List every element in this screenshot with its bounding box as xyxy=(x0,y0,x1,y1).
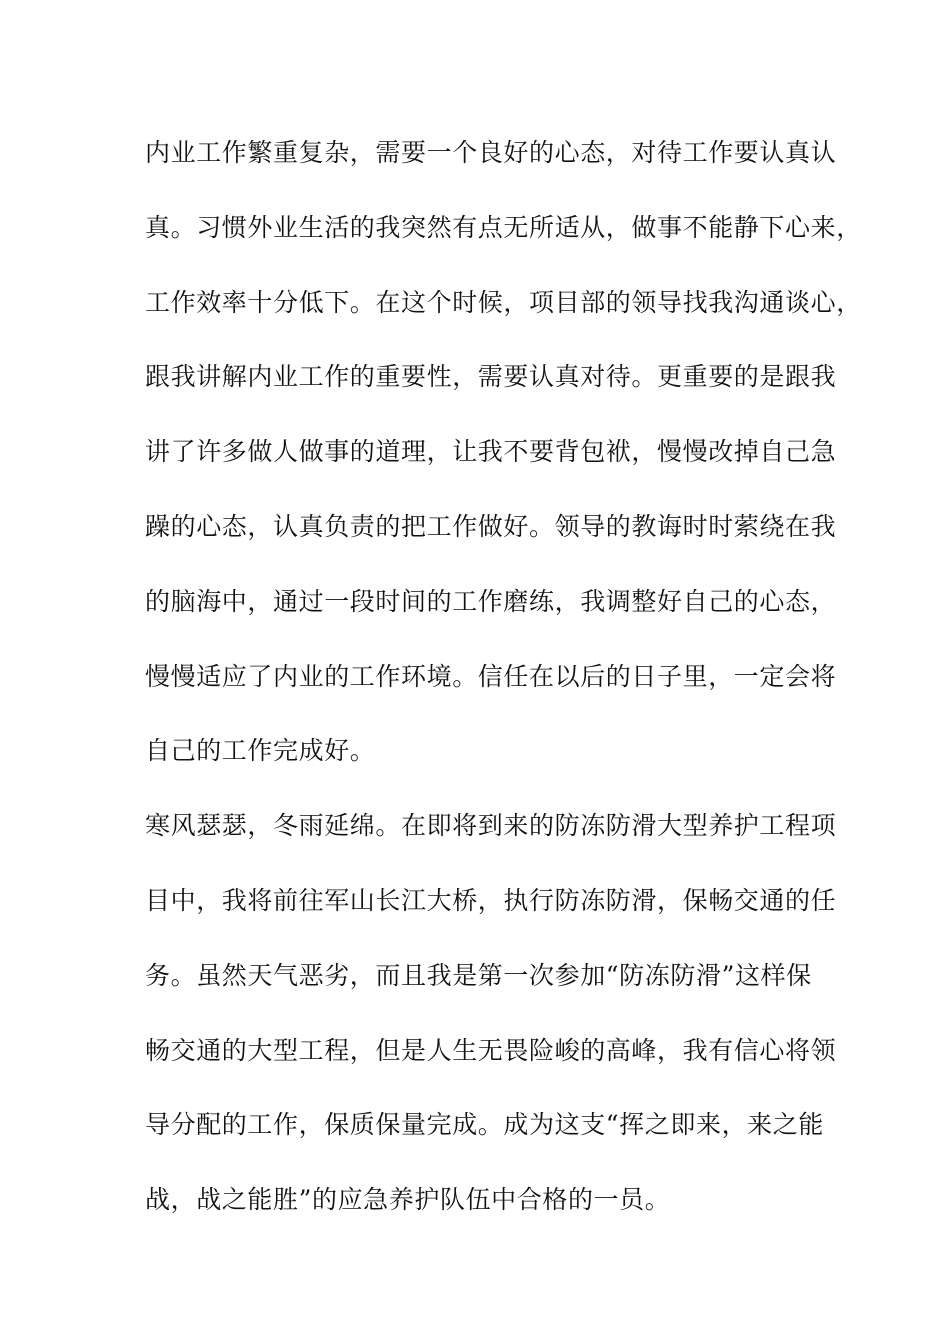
text-line: 讲了许多做人做事的道理，让我不要背包袱，慢慢改掉自己急 xyxy=(145,437,837,467)
text-line: 躁的心态，认真负责的把工作做好。领导的教诲时时萦绕在我 xyxy=(145,511,837,541)
text-line: 战，战之能胜”的应急养护队伍中合格的一员。 xyxy=(145,1185,671,1215)
text-line: 慢慢适应了内业的工作环境。信任在以后的日子里，一定会将 xyxy=(145,661,837,691)
text-line: 务。虽然天气恶劣，而且我是第一次参加“防冻防滑”这样保 xyxy=(145,960,812,990)
text-line: 自己的工作完成好。 xyxy=(145,736,376,766)
text-line: 目中，我将前往军山长江大桥，执行防冻防滑，保畅交通的任 xyxy=(145,885,837,915)
document-body xyxy=(145,125,862,1247)
text-line: 跟我讲解内业工作的重要性，需要认真对待。更重要的是跟我 xyxy=(145,362,837,392)
text-line: 寒风瑟瑟，冬雨延绵。在即将到来的防冻防滑大型养护工程项 xyxy=(145,811,837,841)
text-line: 内业工作繁重复杂，需要一个良好的心态，对待工作要认真认 xyxy=(145,138,837,167)
text-line: 畅交通的大型工程，但是人生无畏险峻的高峰，我有信心将领 xyxy=(145,1035,837,1065)
text-line: 导分配的工作，保质保量完成。成为这支“挥之即来，来之能 xyxy=(145,1110,824,1140)
text-line: 真。习惯外业生活的我突然有点无所适从，做事不能静下心来， xyxy=(145,212,862,242)
text-line: 的脑海中，通过一段时间的工作磨练，我调整好自己的心态， xyxy=(145,586,837,616)
text-line: 工作效率十分低下。在这个时候，项目部的领导找我沟通谈心， xyxy=(145,287,862,317)
